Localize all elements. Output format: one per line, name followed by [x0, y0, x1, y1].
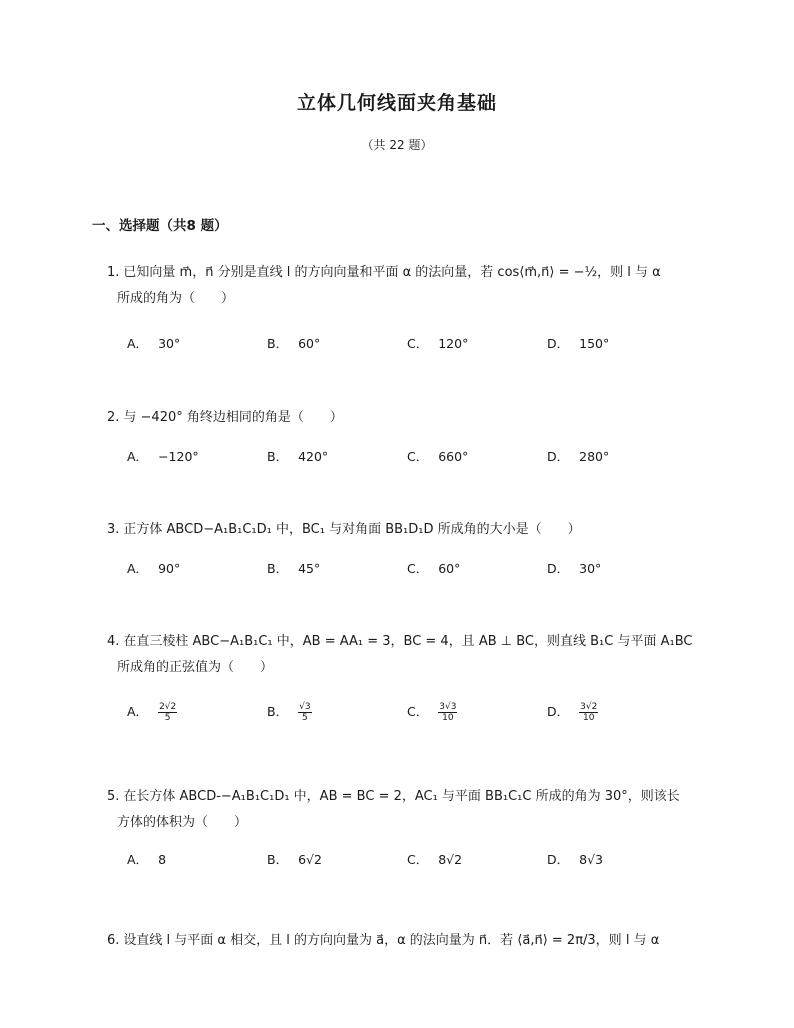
- options-4: [127, 702, 727, 732]
- question-number: 2.: [107, 410, 120, 425]
- fraction: $\frac{3√2}{10}$: [580, 702, 598, 723]
- question-stem: [107, 517, 707, 543]
- question-text: 已知向量 m⃗，n⃗ 分别是直线 l 的方向向量和平面 α 的法向量，若 cos⟨m⃗,n⃗⟩ = −½，则 l 与 α: [123, 265, 661, 280]
- question-3: [107, 517, 707, 543]
- question-number: 6.: [107, 933, 120, 948]
- question-stem: [107, 405, 707, 431]
- option-c: C． 8√2: [407, 852, 463, 867]
- option-d: D． 280°: [547, 449, 610, 464]
- question-stem: [107, 928, 707, 954]
- option-a: A． −120°: [127, 449, 199, 464]
- option-d: D． 30°: [547, 561, 602, 576]
- option-c: C． 660°: [407, 449, 469, 464]
- question-text: 正方体 ABCD−A₁B₁C₁D₁ 中，BC₁ 与对角面 BB₁D₁D 所成角的大小是（ ）: [123, 522, 581, 537]
- option-d: D． 150°: [547, 336, 610, 351]
- options-3: [127, 559, 727, 581]
- question-number: 3.: [107, 522, 120, 537]
- question-text: 在直三棱柱 ABC−A₁B₁C₁ 中，AB = AA₁ = 3，BC = 4，且 AB ⊥ BC，则直线 B₁C 与平面 A₁BC: [123, 634, 693, 649]
- option-b: B． 420°: [267, 449, 329, 464]
- option-b: B． 6√2: [267, 852, 322, 867]
- option-b: B． $\frac{√3}{5}$: [267, 702, 311, 723]
- option-c: C． $\frac{3√3}{10}$: [407, 702, 457, 723]
- question-number: 5.: [107, 789, 120, 804]
- question-2: [107, 405, 707, 431]
- option-b: B． 60°: [267, 336, 321, 351]
- question-text: 设直线 l 与平面 α 相交，且 l 的方向向量为 a⃗，α 的法向量为 n⃗．若 ⟨a⃗,n⃗⟩ = 2π/3，则 l 与 α: [123, 933, 660, 948]
- question-number: 4.: [107, 634, 120, 649]
- question-text-cont: 方体的体积为（ ）: [117, 815, 248, 830]
- fraction: $\frac{2√2}{5}$: [159, 702, 177, 723]
- question-text: 在长方体 ABCD-−A₁B₁C₁D₁ 中，AB = BC = 2，AC₁ 与平面 BB₁C₁C 所成的角为 30°，则该长: [123, 789, 680, 804]
- option-a: A． 90°: [127, 561, 181, 576]
- option-b: B． 45°: [267, 561, 321, 576]
- question-4: [107, 629, 707, 681]
- question-6: [107, 928, 707, 954]
- options-1: [127, 334, 727, 356]
- fraction: $\frac{3√3}{10}$: [439, 702, 457, 723]
- option-d: D． $\frac{3√2}{10}$: [547, 702, 598, 723]
- option-a: A． 8: [127, 852, 167, 867]
- fraction: $\frac{√3}{5}$: [299, 702, 311, 723]
- page-title: 立体几何线面夹角基础: [296, 92, 497, 114]
- question-number: 1.: [107, 265, 120, 280]
- option-a: A． 30°: [127, 336, 181, 351]
- options-5: [127, 850, 727, 872]
- question-5: [107, 784, 707, 836]
- question-text-cont: 所成角的正弦值为（ ）: [117, 660, 274, 675]
- question-count: （共 22 题）: [361, 138, 433, 152]
- option-a: A． $\frac{2√2}{5}$: [127, 702, 177, 723]
- options-2: [127, 447, 727, 469]
- question-text: 与 −420° 角终边相同的角是（ ）: [123, 410, 343, 425]
- question-text-cont: 所成的角为（ ）: [117, 291, 235, 306]
- question-1: [107, 260, 707, 312]
- section-heading: 一、选择题（共8 题）: [92, 218, 228, 234]
- option-c: C． 60°: [407, 561, 461, 576]
- question-stem: [107, 629, 707, 655]
- option-c: C． 120°: [407, 336, 469, 351]
- option-d: D． 8√3: [547, 852, 604, 867]
- question-stem: [107, 260, 707, 286]
- question-stem: [107, 784, 707, 810]
